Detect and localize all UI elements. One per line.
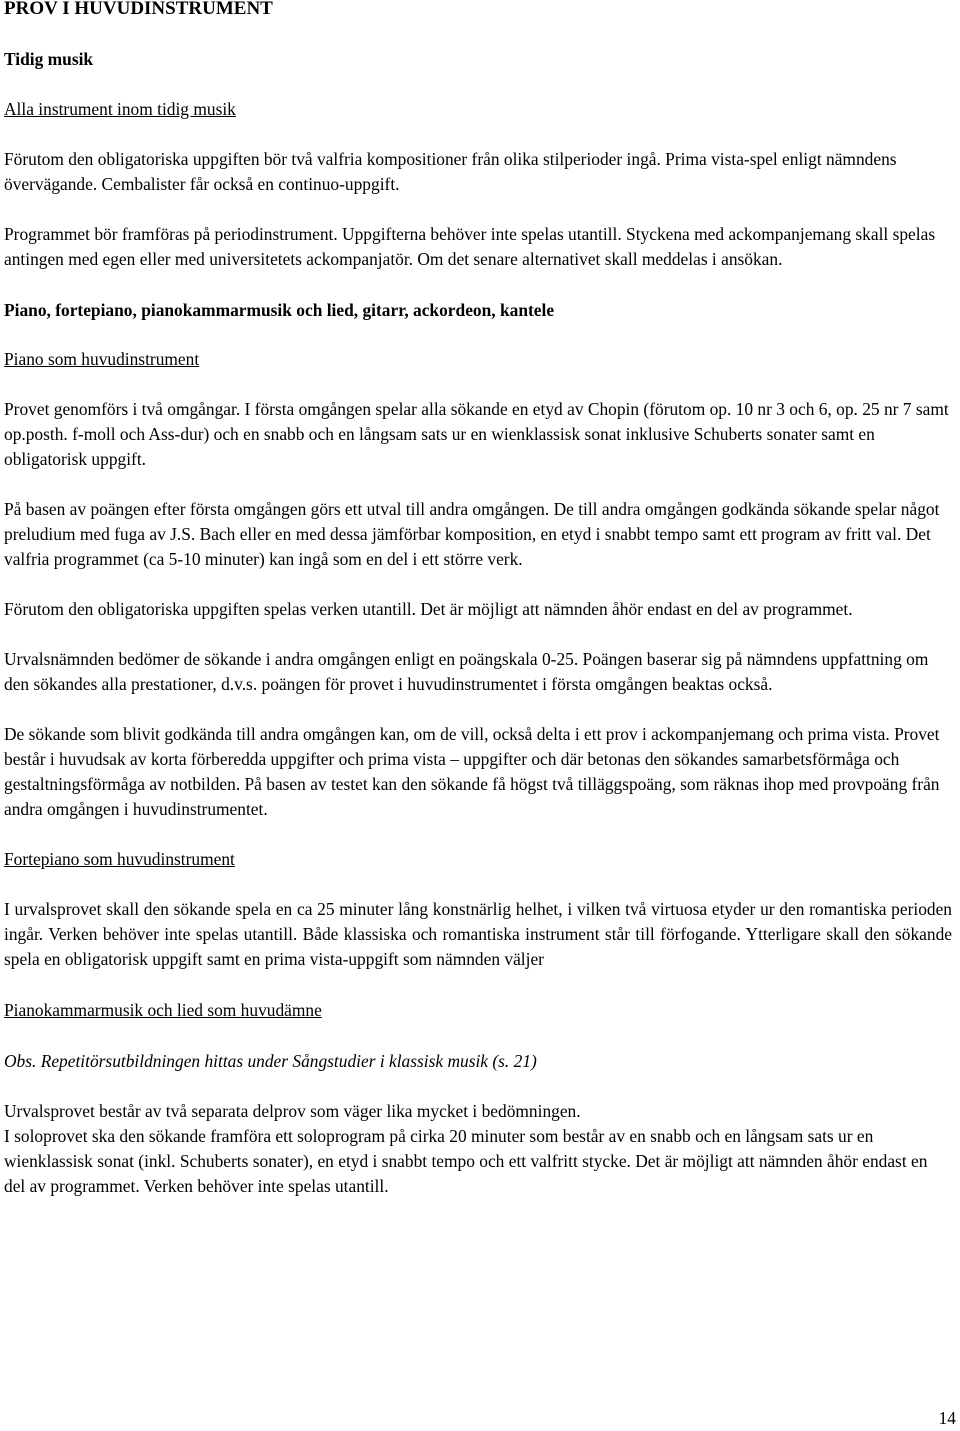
early-paragraph-1: Förutom den obligatoriska uppgiften bör två valfria kompositioner från olika stilperioder ingå. Prima vista-spel enligt nämndens övervägande. Cembalister får också en continuo-uppgift. bbox=[4, 149, 897, 194]
piano-paragraph-2: På basen av poängen efter första omgången görs ett utval till andra omgången. De till andra omgången godkända sökande spelar något preludium med fuga av J.S. Bach eller en med dessa jämförbar komposition, en etyd i snabbt tempo samt ett program av fritt val. Det valfria programmet (ca 5-10 minuter) kan ingå som en del i ett större verk. bbox=[4, 499, 940, 569]
piano-paragraph-5: De sökande som blivit godkända till andra omgången kan, om de vill, också delta i ett prov i ackompanjemang och prima vista. Provet består i huvudsak av korta förberedda uppgifter och prima vista – uppgifter och där betonas den sökandes samarbetsförmåga och gestaltningsförmåga av notbilden. På basen av testet kan den sökande få högst två tilläggspoäng, som räknas ihop med provpoäng från andra omgången i huvudinstrumentet. bbox=[4, 724, 940, 819]
early-paragraph-2: Programmet bör framföras på periodinstrument. Uppgifterna behöver inte spelas utantill. Styckena med ackompanjemang skall spelas antingen med egen eller med universitetets ackompanjatör. Om det senare alternativet skall meddelas i ansökan. bbox=[4, 224, 936, 269]
page-number: 14 bbox=[938, 1408, 956, 1428]
page-title: PROV I HUVUDINSTRUMENT bbox=[4, 0, 273, 19]
subheading-piano-main: Piano som huvudinstrument bbox=[4, 349, 200, 369]
subheading-fortepiano: Fortepiano som huvudinstrument bbox=[4, 849, 235, 869]
chamber-note: Obs. Repetitörsutbildningen hittas under Sångstudier i klassisk musik (s. 21) bbox=[4, 1051, 537, 1071]
subheading-all-early-instruments: Alla instrument inom tidig musik bbox=[4, 99, 236, 119]
subheading-chamber-lied: Pianokammarmusik och lied som huvudämne bbox=[4, 1000, 322, 1020]
document-page bbox=[4, 0, 952, 1199]
chamber-line-2: I soloprovet ska den sökande framföra ett soloprogram på cirka 20 minuter som består av en snabb och en långsam sats ur en wienklassisk sonat (inkl. Schuberts sonater), en etyd i snabbt tempo och ett valfritt stycke. Det är möjligt att nämnden åhör endast en del av programmet. Verken behöver inte spelas utantill. bbox=[4, 1126, 928, 1196]
section-heading-piano-group: Piano, fortepiano, pianokammarmusik och lied, gitarr, ackordeon, kantele bbox=[4, 300, 555, 320]
section-heading-early-music: Tidig musik bbox=[4, 49, 94, 69]
piano-paragraph-3: Förutom den obligatoriska uppgiften spelas verken utantill. Det är möjligt att nämnden åhör endast en del av programmet. bbox=[4, 599, 853, 619]
fortepiano-paragraph: I urvalsprovet skall den sökande spela en ca 25 minuter lång konstnärlig helhet, i vilken två virtuosa etyder ur den romantiska perioden ingår. Verken behöver inte spelas utantill. Både klassiska och romantiska instrument står till förfogande. Ytterligare skall den sökande spela en obligatorisk uppgift samt en prima vista-uppgift som nämnden väljer bbox=[4, 899, 952, 969]
piano-paragraph-1: Provet genomförs i två omgångar. I första omgången spelar alla sökande en etyd av Chopin (förutom op. 10 nr 3 och 6, op. 25 nr 7 samt op.posth. f-moll och Ass-dur) och en snabb och en långsam sats ur en wienklassisk sonat inklusive Schuberts sonater samt en obligatorisk uppgift. bbox=[4, 399, 949, 469]
chamber-line-1: Urvalsprovet består av två separata delprov som väger lika mycket i bedömningen. bbox=[4, 1101, 581, 1121]
piano-paragraph-4: Urvalsnämnden bedömer de sökande i andra omgången enligt en poängskala 0-25. Poängen baserar sig på nämndens uppfattning om den sökandes alla prestationer, d.v.s. poängen för provet i huvudinstrumentet i första omgången beaktas också. bbox=[4, 649, 929, 694]
